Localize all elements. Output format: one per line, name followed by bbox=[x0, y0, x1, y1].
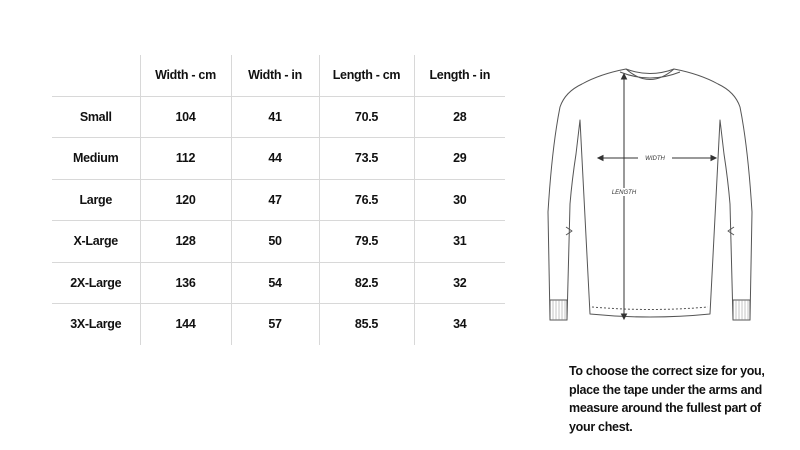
header-width-cm: Width - cm bbox=[140, 55, 231, 96]
right-cuff bbox=[733, 300, 750, 320]
width-arrow-left bbox=[598, 156, 603, 161]
table-cell: 136 bbox=[140, 262, 231, 304]
header-length-cm: Length - cm bbox=[319, 55, 414, 96]
size-label: X-Large bbox=[52, 221, 140, 263]
width-label: WIDTH bbox=[645, 156, 665, 162]
measurement-instructions: To choose the correct size for you, place the tape under the arms and measure around the fullest part of your chest. bbox=[569, 364, 765, 434]
table-cell: 76.5 bbox=[319, 179, 414, 221]
table-row bbox=[52, 138, 505, 180]
shirt-outline bbox=[548, 69, 752, 320]
header-corner bbox=[52, 55, 140, 96]
size-chart-table bbox=[52, 55, 505, 345]
table-cell: 73.5 bbox=[319, 138, 414, 180]
length-label: LENGTH bbox=[611, 190, 637, 196]
table-cell: 85.5 bbox=[319, 304, 414, 345]
size-label: 2X-Large bbox=[52, 262, 140, 304]
table-cell: 31 bbox=[414, 221, 505, 263]
table-cell: 44 bbox=[231, 138, 319, 180]
table-row bbox=[52, 304, 505, 345]
size-label: 3X-Large bbox=[52, 304, 140, 345]
table-cell: 29 bbox=[414, 138, 505, 180]
table-cell: 120 bbox=[140, 179, 231, 221]
length-arrow-bottom bbox=[622, 314, 627, 319]
table-cell: 32 bbox=[414, 262, 505, 304]
table-cell: 112 bbox=[140, 138, 231, 180]
size-label: Medium bbox=[52, 138, 140, 180]
table-cell: 34 bbox=[414, 304, 505, 345]
table-row bbox=[52, 221, 505, 263]
table-cell: 50 bbox=[231, 221, 319, 263]
table-cell: 54 bbox=[231, 262, 319, 304]
table-cell: 128 bbox=[140, 221, 231, 263]
table-row bbox=[52, 96, 505, 138]
table-cell: 30 bbox=[414, 179, 505, 221]
table-row bbox=[52, 262, 505, 304]
table-cell: 28 bbox=[414, 96, 505, 138]
table-cell: 41 bbox=[231, 96, 319, 138]
size-label: Small bbox=[52, 96, 140, 138]
table-cell: 82.5 bbox=[319, 262, 414, 304]
table-cell: 70.5 bbox=[319, 96, 414, 138]
header-length-in: Length - in bbox=[414, 55, 505, 96]
table-cell: 47 bbox=[231, 179, 319, 221]
left-cuff bbox=[550, 300, 567, 320]
table-row bbox=[52, 179, 505, 221]
table-cell: 79.5 bbox=[319, 221, 414, 263]
table-cell: 104 bbox=[140, 96, 231, 138]
table-header-row bbox=[52, 55, 505, 96]
header-width-in: Width - in bbox=[231, 55, 319, 96]
shirt-measurement-diagram bbox=[540, 62, 760, 342]
table-cell: 57 bbox=[231, 304, 319, 345]
table-cell: 144 bbox=[140, 304, 231, 345]
width-arrow-right bbox=[711, 156, 716, 161]
collar-inner bbox=[620, 72, 680, 78]
size-label: Large bbox=[52, 179, 140, 221]
hem-seam bbox=[592, 307, 708, 310]
length-arrow-top bbox=[622, 74, 627, 79]
